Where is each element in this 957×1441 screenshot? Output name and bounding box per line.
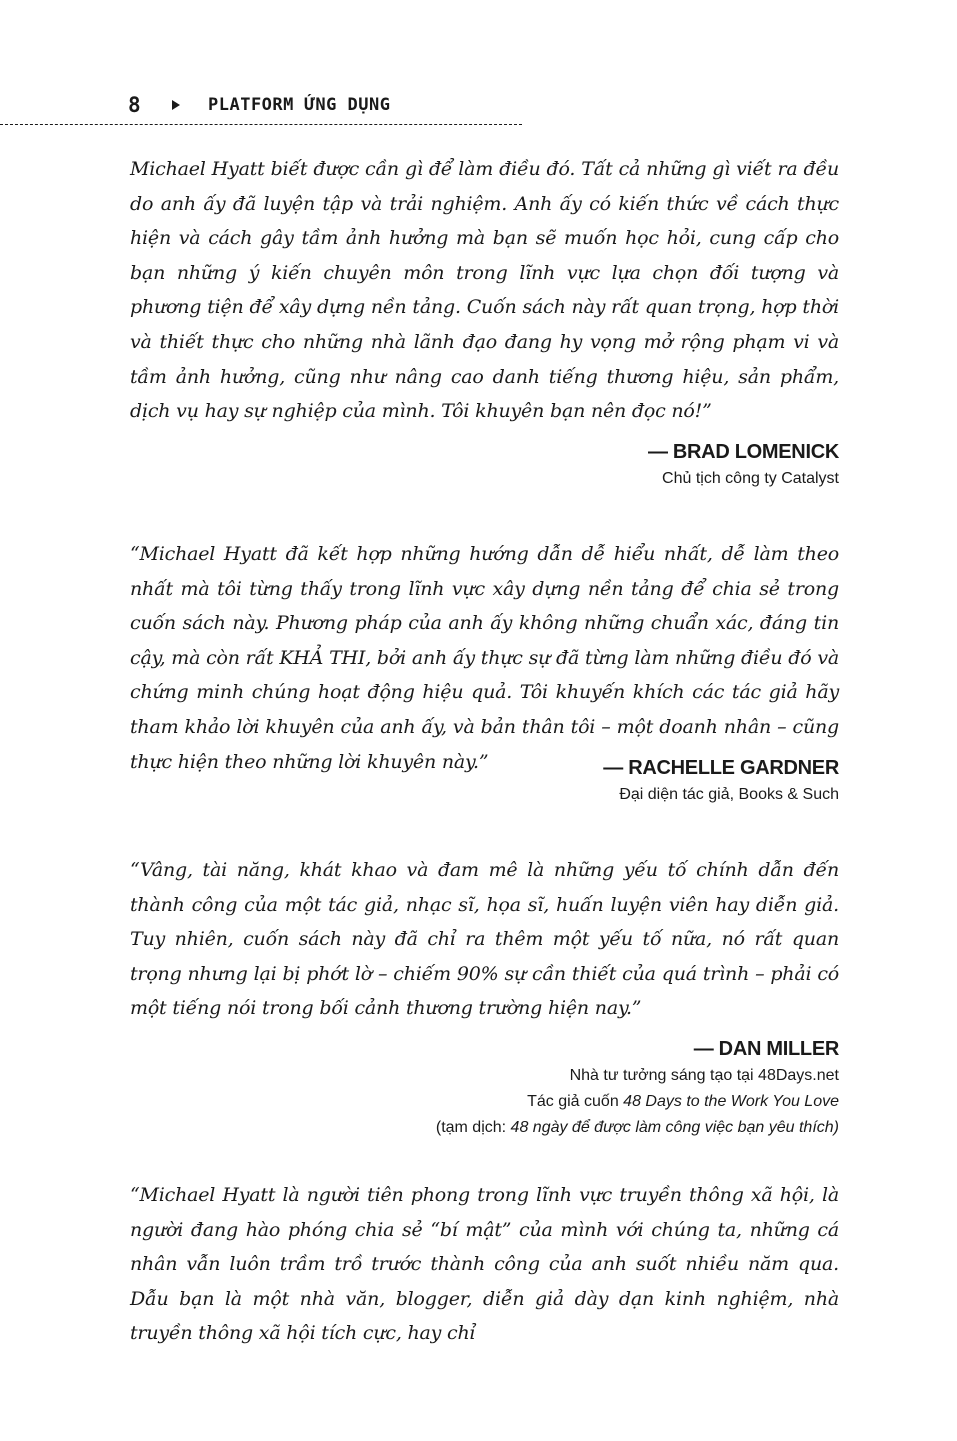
author-book-line xyxy=(130,1089,839,1115)
testimonial-attribution xyxy=(130,1035,839,1141)
translation-prefix: (tạm dịch: xyxy=(435,1119,511,1136)
author-name: — RACHELLE GARDNER xyxy=(603,757,839,779)
author-book-title: 48 Days to the Work You Love xyxy=(623,1093,839,1110)
triangle-right-icon xyxy=(172,100,180,110)
testimonial-attribution xyxy=(130,754,839,808)
author-book-translation xyxy=(130,1115,839,1141)
running-header xyxy=(128,92,391,118)
author-name: — DAN MILLER xyxy=(693,1038,839,1060)
testimonial xyxy=(130,152,839,429)
translation-title: 48 ngày để được làm công việc bạn yêu thích) xyxy=(510,1119,839,1136)
author-role-line: Nhà tư tưởng sáng tạo tại 48Days.net xyxy=(569,1067,839,1084)
running-title: PLATFORM ỨNG DỤNG xyxy=(208,95,391,115)
testimonial-quote: “Michael Hyatt là người tiên phong trong lĩnh vực truyền thông xã hội, là người đang hào phóng chia sẻ “bí mật” của mình với chúng ta, những cá nhân vẫn luôn trầm trồ trước thành công của anh suốt nhiều năm qua. Dẫu bạn là một nhà văn, blogger, diễn giả dày dạn kinh nghiệm, nhà truyền thông xã hội tích cực, hay chỉ xyxy=(130,1184,839,1345)
author-role: Đại diện tác giả, Books & Such xyxy=(619,786,839,803)
testimonial xyxy=(130,853,839,1026)
testimonial xyxy=(130,537,839,779)
testimonial-quote: “Michael Hyatt đã kết hợp những hướng dẫn dễ hiểu nhất, dễ làm theo nhất mà tôi từng thấy trong lĩnh vực xây dựng nền tảng để chia sẻ trong cuốn sách này. Phương pháp của anh ấy không những chuẩn xác, đáng tin cậy, mà còn rất KHẢ THI, bởi anh ấy thực sự đã từng làm những điều đó và chứng minh chúng hoạt động hiệu quả. Tôi khuyến khích các tác giả hãy tham khảo lời khuyên của anh ấy, và bản thân tôi – một doanh nhân – cũng thực hiện theo những lời khuyên này.” xyxy=(130,543,839,773)
page-number: 8 xyxy=(128,93,141,117)
testimonial-quote: “Vâng, tài năng, khát khao và đam mê là những yếu tố chính dẫn đến thành công của một tác giả, nhạc sĩ, họa sĩ, huấn luyện viên hay diễn giả. Tuy nhiên, cuốn sách này đã chỉ ra thêm một yếu tố nữa, nó rất quan trọng nhưng lại bị phớt lờ – chiếm 90% sự cần thiết của quá trình – phải có một tiếng nói trong bối cảnh thương trường hiện nay.” xyxy=(130,859,839,1020)
testimonial-attribution xyxy=(130,438,839,492)
testimonial xyxy=(130,1178,839,1351)
author-role: Chủ tịch công ty Catalyst xyxy=(662,470,839,487)
author-book-prefix: Tác giả cuốn xyxy=(527,1093,624,1110)
author-name: — BRAD LOMENICK xyxy=(647,441,839,463)
dashed-divider xyxy=(0,116,522,130)
testimonial-quote: Michael Hyatt biết được cần gì để làm điều đó. Tất cả những gì viết ra đều do anh ấy đã luyện tập và trải nghiệm. Anh ấy có kiến thức về cách thực hiện và cách gây tầm ảnh hưởng mà bạn sẽ muốn học hỏi, cung cấp cho bạn những ý kiến chuyên môn trong lĩnh vực lựa chọn đối tượng và phương tiện để xây dựng nền tảng. Cuốn sách này rất quan trọng, hợp thời và thiết thực cho những nhà lãnh đạo đang hy vọng mở rộng phạm vi và tầm ảnh hưởng, cũng như nâng cao danh tiếng thương hiệu, sản phẩm, dịch vụ hay sự nghiệp của mình. Tôi khuyên bạn nên đọc nó!” xyxy=(130,158,839,423)
